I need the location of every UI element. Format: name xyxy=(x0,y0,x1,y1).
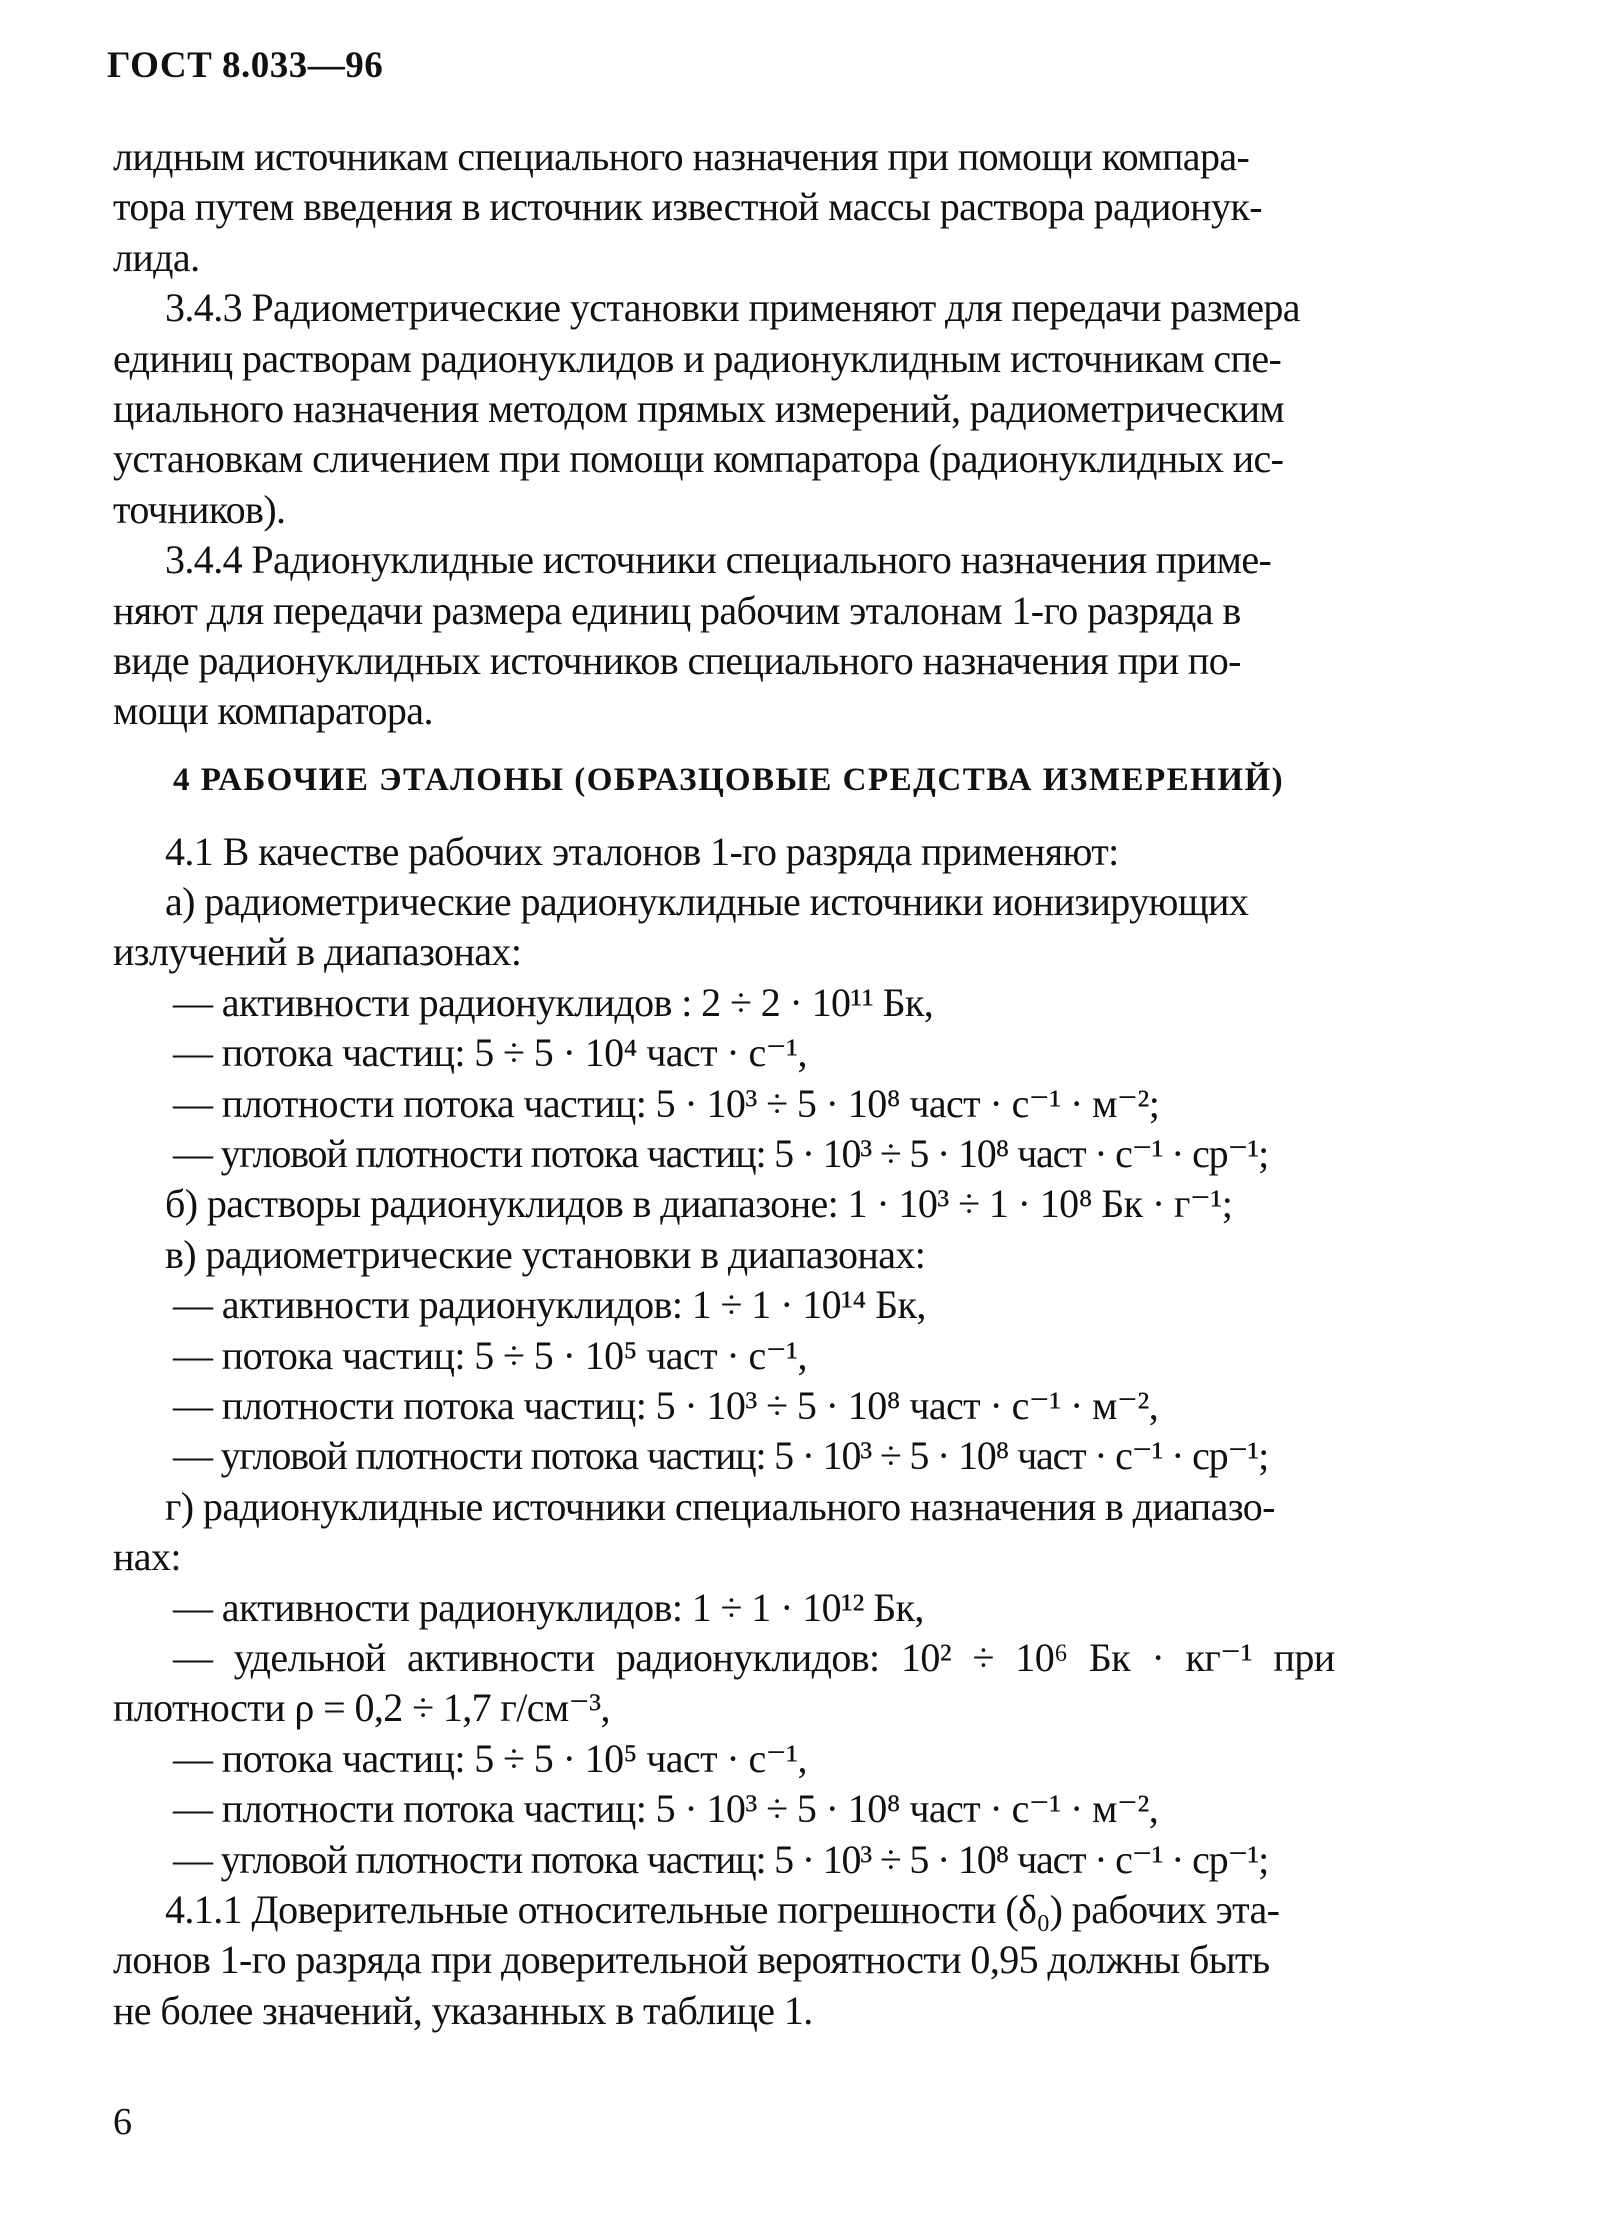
document-header: ГОСТ 8.033—96 xyxy=(107,45,384,86)
page-body xyxy=(113,132,1503,2036)
paragraph-4-1-start: 4.1 В качестве рабочих эталонов 1-го разряда применяют: xyxy=(165,828,1119,874)
range-item: — плотности потока частиц: 5 · 10³ ÷ 5 · 10⁸ част · с⁻¹ · м⁻², xyxy=(173,1382,1159,1428)
range-item: — потока частиц: 5 ÷ 5 · 10⁵ част · с⁻¹, xyxy=(173,1332,807,1378)
text-line: лида. xyxy=(113,234,200,280)
range-item: — потока частиц: 5 ÷ 5 · 10⁴ част · с⁻¹, xyxy=(173,1030,807,1076)
range-item: — удельной активности радионуклидов: 10² ÷ 10⁶ Бк · кг⁻¹ при xyxy=(173,1634,1335,1680)
text-line: не более значений, указанных в таблице 1. xyxy=(113,1987,813,2033)
text-line: установкам сличением при помощи компаратора (радионуклидных ис- xyxy=(113,436,1284,482)
paragraph-3-4-4-start: 3.4.4 Радионуклидные источники специального назначения приме- xyxy=(165,537,1272,583)
text-line: тора путем введения в источник известной массы раствора радионук- xyxy=(113,184,1262,230)
range-item: — угловой плотности потока частиц: 5 · 10³ ÷ 5 · 10⁸ част · с⁻¹ · ср⁻¹; xyxy=(173,1131,1269,1177)
text-line: точников). xyxy=(113,486,286,532)
text-line: виде радионуклидных источников специального назначения при по- xyxy=(113,637,1241,683)
text-line: единиц растворам радионуклидов и радионуклидным источникам спе- xyxy=(113,335,1282,381)
range-item: — потока частиц: 5 ÷ 5 · 10⁵ част · с⁻¹, xyxy=(173,1735,807,1781)
text-line: циального назначения методом прямых измерений, радиометрическим xyxy=(113,385,1285,431)
range-item: — угловой плотности потока частиц: 5 · 10³ ÷ 5 · 10⁸ част · с⁻¹ · ср⁻¹; xyxy=(173,1836,1269,1882)
paragraph-3-4-3-start: 3.4.3 Радиометрические установки применяют для передачи размера xyxy=(165,285,1300,331)
range-item: — плотности потока частиц: 5 · 10³ ÷ 5 · 10⁸ част · с⁻¹ · м⁻²; xyxy=(173,1080,1160,1126)
section-heading: 4 РАБОЧИЕ ЭТАЛОНЫ (ОБРАЗЦОВЫЕ СРЕДСТВА ИЗМЕРЕНИЙ) xyxy=(173,761,1285,798)
text-line: плотности ρ = 0,2 ÷ 1,7 г/см⁻³, xyxy=(113,1685,610,1731)
range-item: — угловой плотности потока частиц: 5 · 10³ ÷ 5 · 10⁸ част · с⁻¹ · ср⁻¹; xyxy=(173,1433,1269,1479)
list-item-a: а) радиометрические радионуклидные источники ионизирующих xyxy=(165,879,1249,925)
text-line: излучений в диапазонах: xyxy=(113,929,522,975)
range-item: — активности радионуклидов: 1 ÷ 1 · 10¹⁴ Бк, xyxy=(173,1282,926,1328)
list-item-v: в) радиометрические установки в диапазонах: xyxy=(165,1231,926,1277)
paragraph-4-1-1-start: 4.1.1 Доверительные относительные погрешности (δ₀) рабочих эта- xyxy=(165,1886,1280,1932)
list-item-g: г) радионуклидные источники специального назначения в диапазо- xyxy=(165,1483,1275,1529)
page-number: 6 xyxy=(113,2101,132,2143)
range-item: — активности радионуклидов : 2 ÷ 2 · 10¹¹ Бк, xyxy=(173,979,934,1025)
text-line: няют для передачи размера единиц рабочим эталонам 1-го разряда в xyxy=(113,587,1241,633)
text-line: лидным источникам специального назначения при помощи компара- xyxy=(113,134,1250,179)
range-item: — плотности потока частиц: 5 · 10³ ÷ 5 · 10⁸ част · с⁻¹ · м⁻², xyxy=(173,1786,1159,1832)
range-item: — активности радионуклидов: 1 ÷ 1 · 10¹² Бк, xyxy=(173,1584,924,1630)
text-line: мощи компаратора. xyxy=(113,688,433,734)
text-line: лонов 1-го разряда при доверительной вероятности 0,95 должны быть xyxy=(113,1937,1270,1983)
list-item-b: б) растворы радионуклидов в диапазоне: 1 · 10³ ÷ 1 · 10⁸ Бк · г⁻¹; xyxy=(165,1181,1233,1227)
text-line: нах: xyxy=(113,1534,181,1580)
